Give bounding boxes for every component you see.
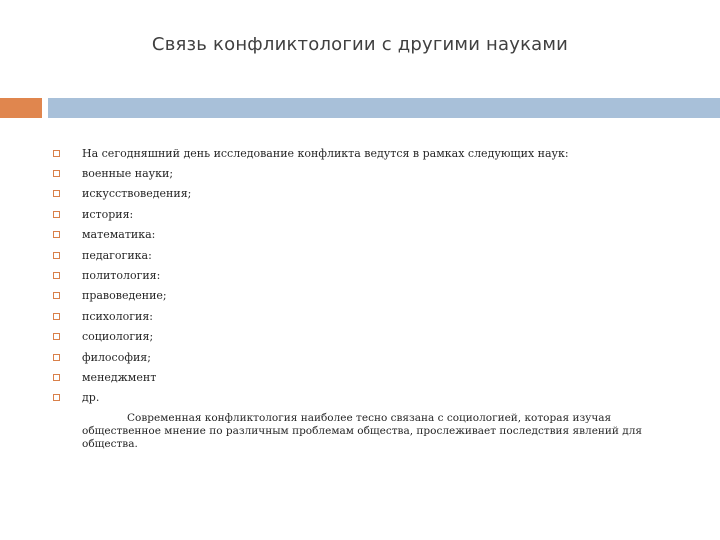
square-bullet-icon bbox=[53, 190, 60, 197]
slide-title: Связь конфликтологии с другими науками bbox=[151, 34, 569, 55]
list-item bbox=[53, 388, 693, 408]
square-bullet-icon bbox=[53, 374, 60, 381]
list-item-text: история: bbox=[82, 207, 134, 221]
list-item-text: философия; bbox=[82, 350, 151, 364]
list-item bbox=[53, 143, 693, 163]
square-bullet-icon bbox=[53, 252, 60, 259]
square-bullet-icon bbox=[53, 313, 60, 320]
list-item bbox=[53, 204, 693, 224]
list-item-text: психология: bbox=[82, 309, 154, 323]
list-item-text: др. bbox=[82, 391, 100, 405]
square-bullet-icon bbox=[53, 272, 60, 279]
list-item-text: менеджмент bbox=[82, 370, 157, 384]
list-item-text: На сегодняшний день исследование конфликта ведутся в рамках следующих наук: bbox=[82, 146, 569, 160]
list-item-text: искусствоведения; bbox=[82, 187, 192, 201]
list-item-text: математика: bbox=[82, 228, 156, 242]
list-item bbox=[53, 225, 693, 245]
square-bullet-icon bbox=[53, 170, 60, 177]
list-item bbox=[53, 163, 693, 183]
square-bullet-icon bbox=[53, 150, 60, 157]
list-item bbox=[53, 245, 693, 265]
list-item-text: социология; bbox=[82, 330, 154, 344]
list-item bbox=[53, 327, 693, 347]
square-bullet-icon bbox=[53, 231, 60, 238]
bullet-list bbox=[53, 143, 693, 408]
list-item-text: политология: bbox=[82, 269, 161, 283]
list-item-text: правоведение; bbox=[82, 289, 167, 303]
list-item bbox=[53, 286, 693, 306]
square-bullet-icon bbox=[53, 394, 60, 401]
list-item bbox=[53, 306, 693, 326]
list-item-text: педагогика: bbox=[82, 248, 152, 262]
accent-bar bbox=[0, 98, 42, 118]
square-bullet-icon bbox=[53, 333, 60, 340]
square-bullet-icon bbox=[53, 292, 60, 299]
list-item bbox=[53, 265, 693, 285]
square-bullet-icon bbox=[53, 211, 60, 218]
list-item bbox=[53, 367, 693, 387]
list-item bbox=[53, 347, 693, 367]
summary-paragraph: Современная конфликтология наиболее тесно связана с социологией, которая изучая общественное мнение по различным проблемам общества, прослеживает последствия явлений для общества. bbox=[82, 412, 643, 450]
header-rule bbox=[48, 98, 720, 118]
square-bullet-icon bbox=[53, 354, 60, 361]
list-item bbox=[53, 184, 693, 204]
list-item-text: военные науки; bbox=[82, 167, 174, 181]
